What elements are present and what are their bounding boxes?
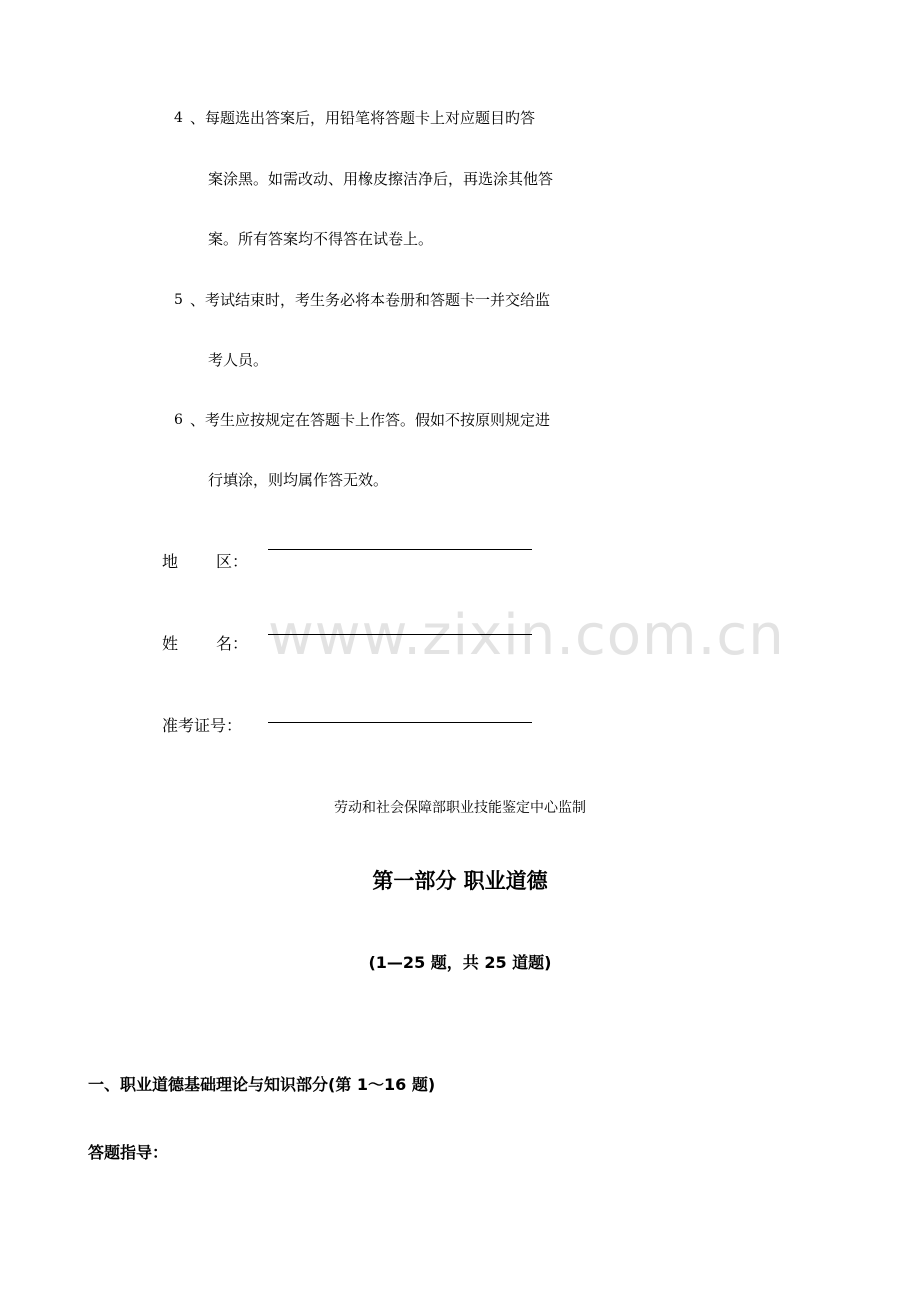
name-blank-line[interactable] [268,634,532,635]
instruction-4-line-3: 案。所有答案均不得答在试卷上。 [208,230,434,248]
exam-id-blank-line[interactable] [268,722,532,723]
supervision-text: 劳动和社会保障部职业技能鉴定中心监制 [334,800,586,816]
instruction-4-line-2: 案涂黑。如需改动、用橡皮擦洁净后，再选涂其他答 [208,170,554,188]
instruction-5-line-1: 、考试结束时，考生务必将本卷册和答题卡一并交给监 [190,291,551,309]
region-label-char2: 区： [216,552,249,571]
instruction-6-line-1: 、考生应按规定在答题卡上作答。假如不按原则规定进 [190,411,551,429]
instruction-5-line-2: 考人员。 [208,351,269,369]
name-label-char2: 名： [216,634,249,653]
question-range: (1—25 题，共 25 道题) [368,953,552,972]
instruction-4-number: 4 [174,110,183,126]
instruction-6-number: 6 [174,412,183,428]
instruction-6-line-2: 行填涂，则均属作答无效。 [208,471,389,489]
region-label-char1: 地 [162,552,179,571]
exam-id-label: 准考证号： [162,716,243,735]
answer-guide-heading: 答题指导： [88,1143,169,1162]
name-label [162,633,248,655]
region-label [162,551,248,573]
part-title: 第一部分 职业道德 [372,869,548,893]
name-label-char1: 姓 [162,634,179,653]
instruction-4-line-1: 、每题选出答案后，用铅笔将答题卡上对应题目旳答 [190,109,536,127]
instruction-5-number: 5 [174,292,183,308]
section-heading: 一、职业道德基础理论与知识部分(第 1～16 题) [88,1075,436,1094]
region-blank-line[interactable] [268,549,532,550]
watermark-text: www.zixin.com.cn [268,603,785,668]
